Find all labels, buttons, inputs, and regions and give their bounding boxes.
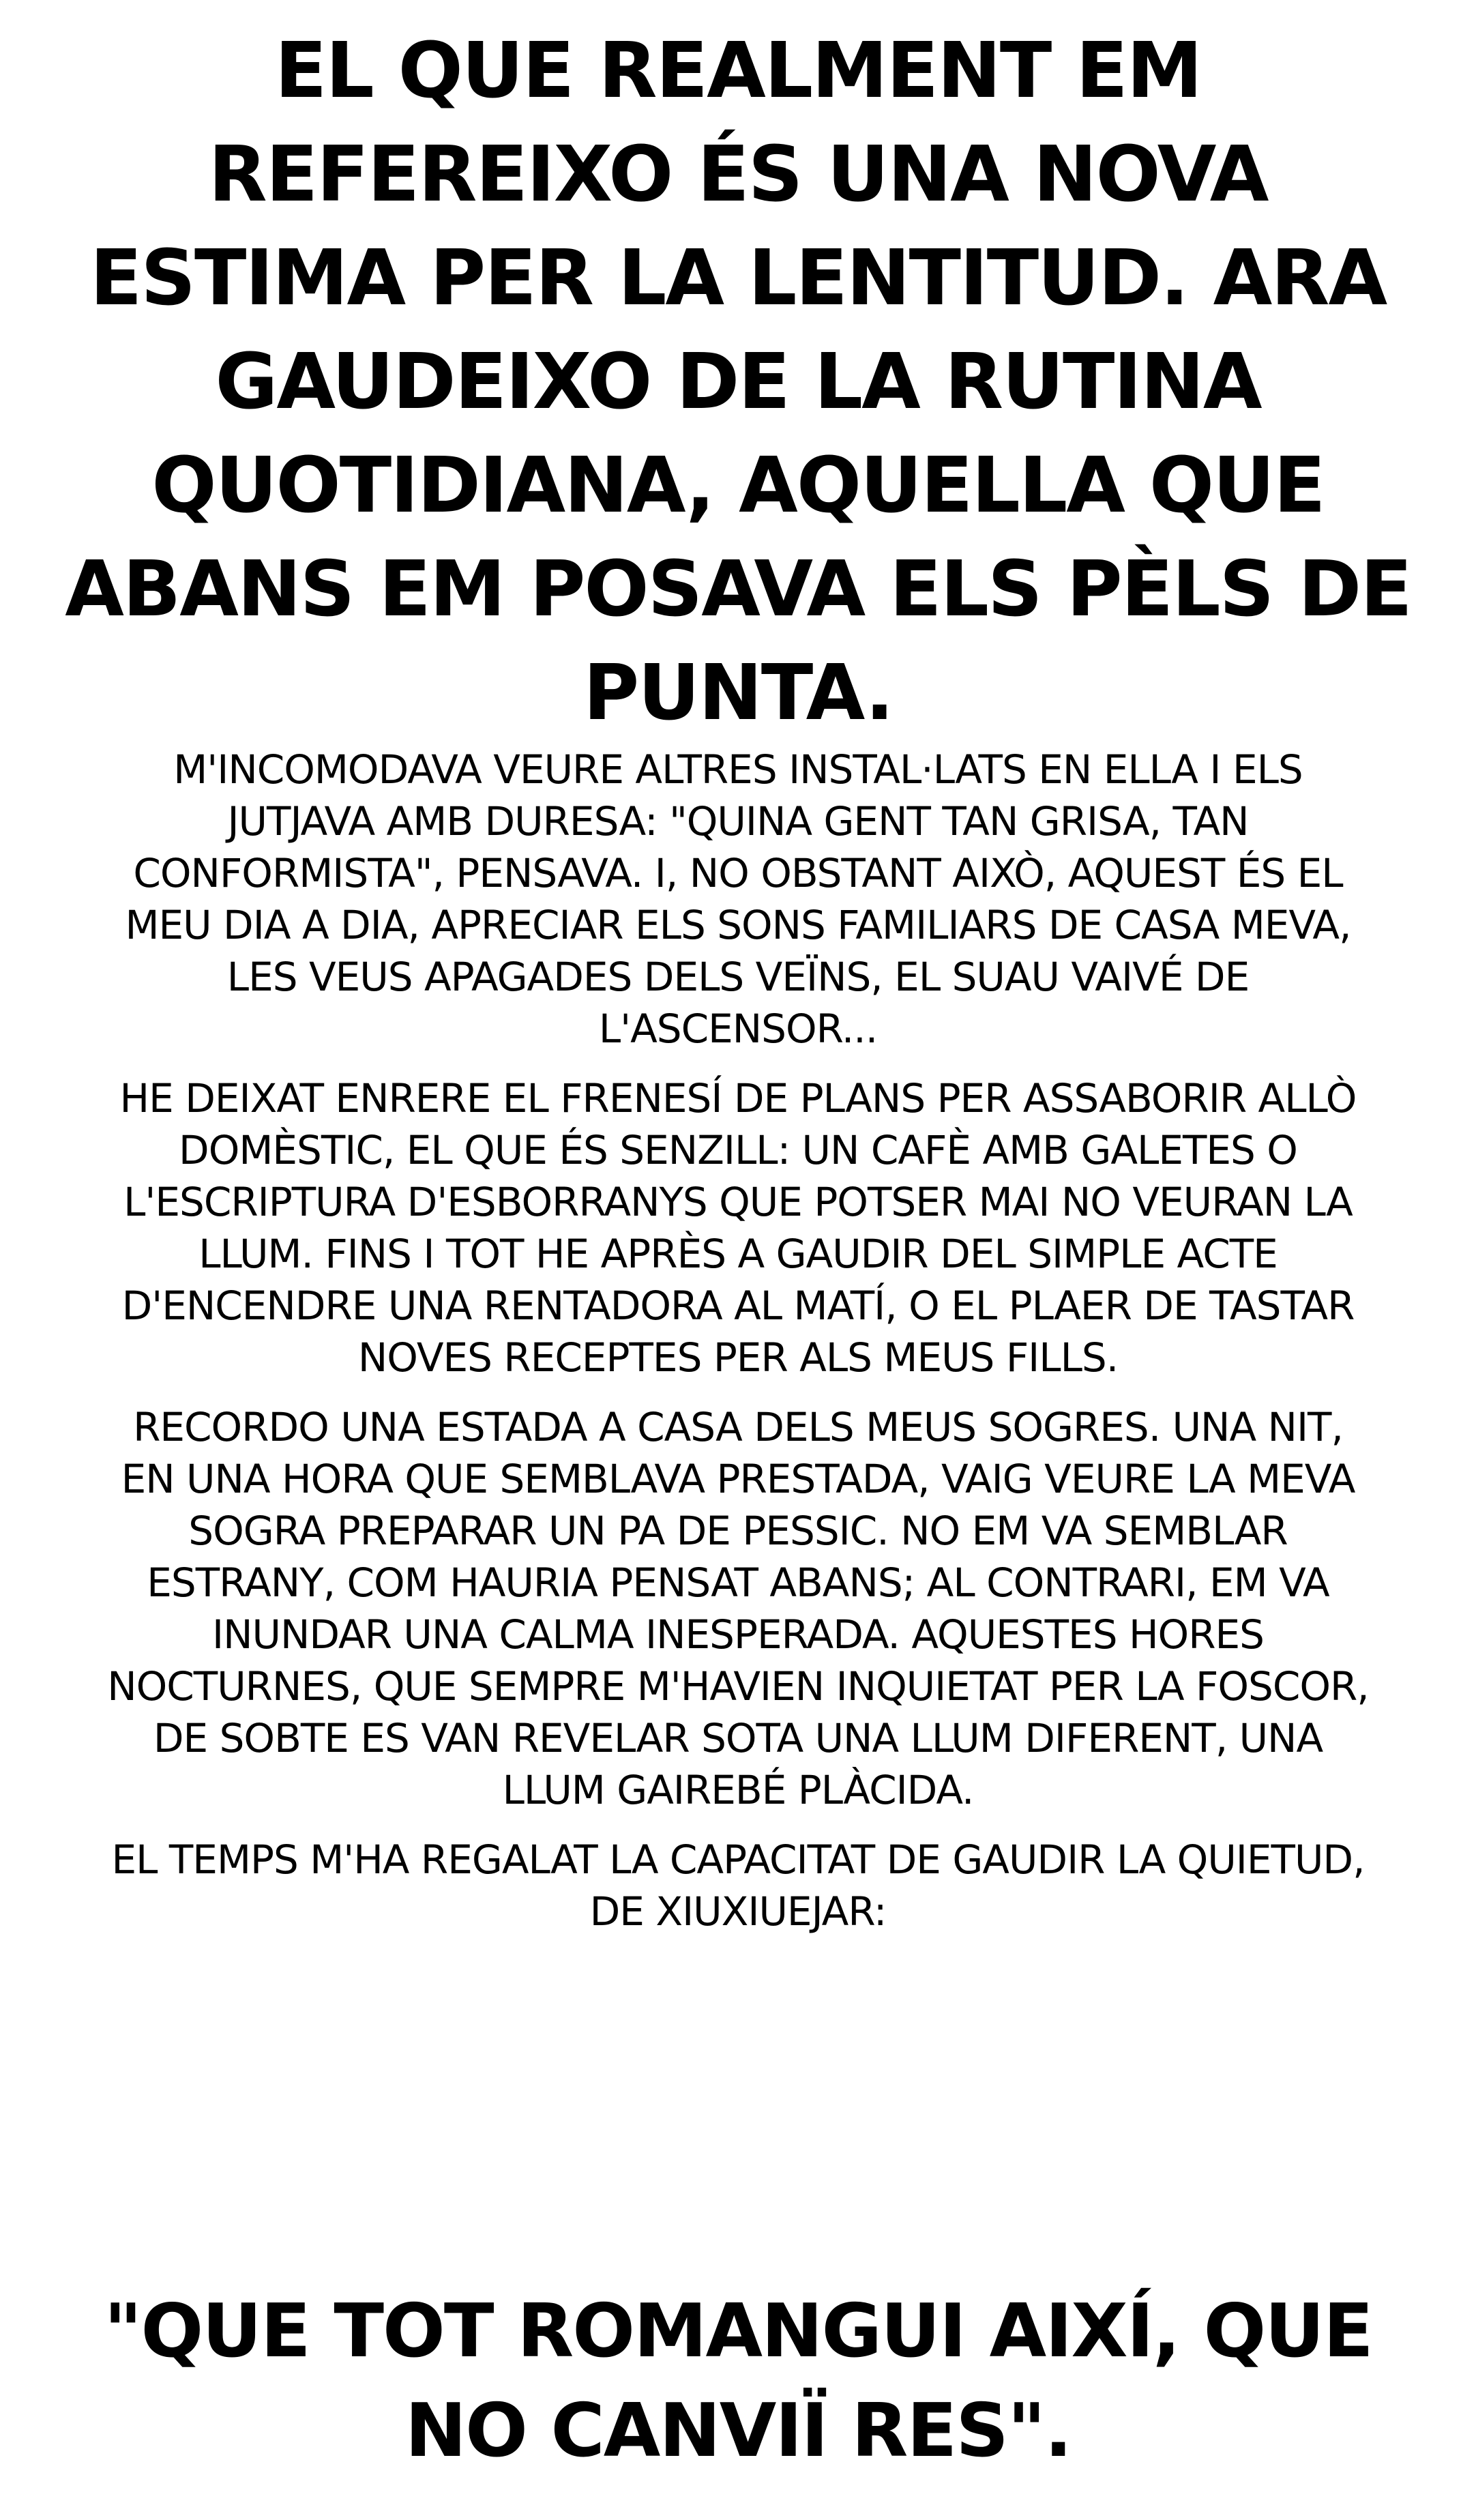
closing-quote: "QUE TOT ROMANGUI AIXÍ, QUE NO CANVIÏ RES". — [104, 2289, 1372, 2474]
paragraph-2: HE DEIXAT ENRERE EL FRENESÍ DE PLANS PER ASSABORIR ALLÒ DOMÈSTIC, EL QUE ÉS SENZILL: UN CAFÈ AMB GALETES O L'ESCRIPTURA D'ESBORRANYS QUE POTSER MAI NO VEURAN LA LLUM. FINS I TOT HE APRÈS A GAUDIR DEL SIMPLE ACTE D'ENCENDRE UNA RENTADORA AL MATÍ, O EL PLAER DE TASTAR NOVES RECEPTES PER ALS MEUS FILLS. — [119, 1075, 1357, 1381]
paragraph-1: M'INCOMODAVA VEURE ALTRES INSTAL·LATS EN ELLA I ELS JUTJAVA AMB DURESA: "QUINA GENT TAN GRISA, TAN CONFORMISTA", PENSAVA. I, NO OBSTANT AIXÒ, AQUEST ÉS EL MEU DIA A DIA, APRECIAR ELS SONS FAMILIARS DE CASA MEVA, LES VEUS APAGADES DELS VEÏNS, EL SUAU VAIVÉ DE L'ASCENSOR... — [125, 746, 1351, 1052]
body-text — [102, 744, 1374, 1955]
headline: EL QUE REALMENT EM REFEREIXO ÉS UNA NOVA ESTIMA PER LA LENTITUD. ARA GAUDEIXO DE LA RUTINA QUOTIDIANA, AQUELLA QUE ABANS EM POSAVA ELS PÈLS DE PUNTA. — [65, 27, 1411, 737]
paragraph-4: EL TEMPS M'HA REGALAT LA CAPACITAT DE GAUDIR LA QUIETUD, DE XIUXIUEJAR: — [111, 1836, 1365, 1935]
paragraph-3: RECORDO UNA ESTADA A CASA DELS MEUS SOGRES. UNA NIT, EN UNA HORA QUE SEMBLAVA PRESTADA, VAIG VEURE LA MEVA SOGRA PREPARAR UN PA DE PESSIC. NO EM VA SEMBLAR ESTRANY, COM HAURIA PENSAT ABANS; AL CONTRARI, EM VA INUNDAR UNA CALMA INESPERADA. AQUESTES HORES NOCTURNES, QUE SEMPRE M'HAVIEN INQUIETAT PER LA FOSCOR, DE SOBTE ES VAN REVELAR SOTA UNA LLUM DIFERENT, UNA LLUM GAIREBÉ PLÀCIDA. — [107, 1404, 1369, 1813]
